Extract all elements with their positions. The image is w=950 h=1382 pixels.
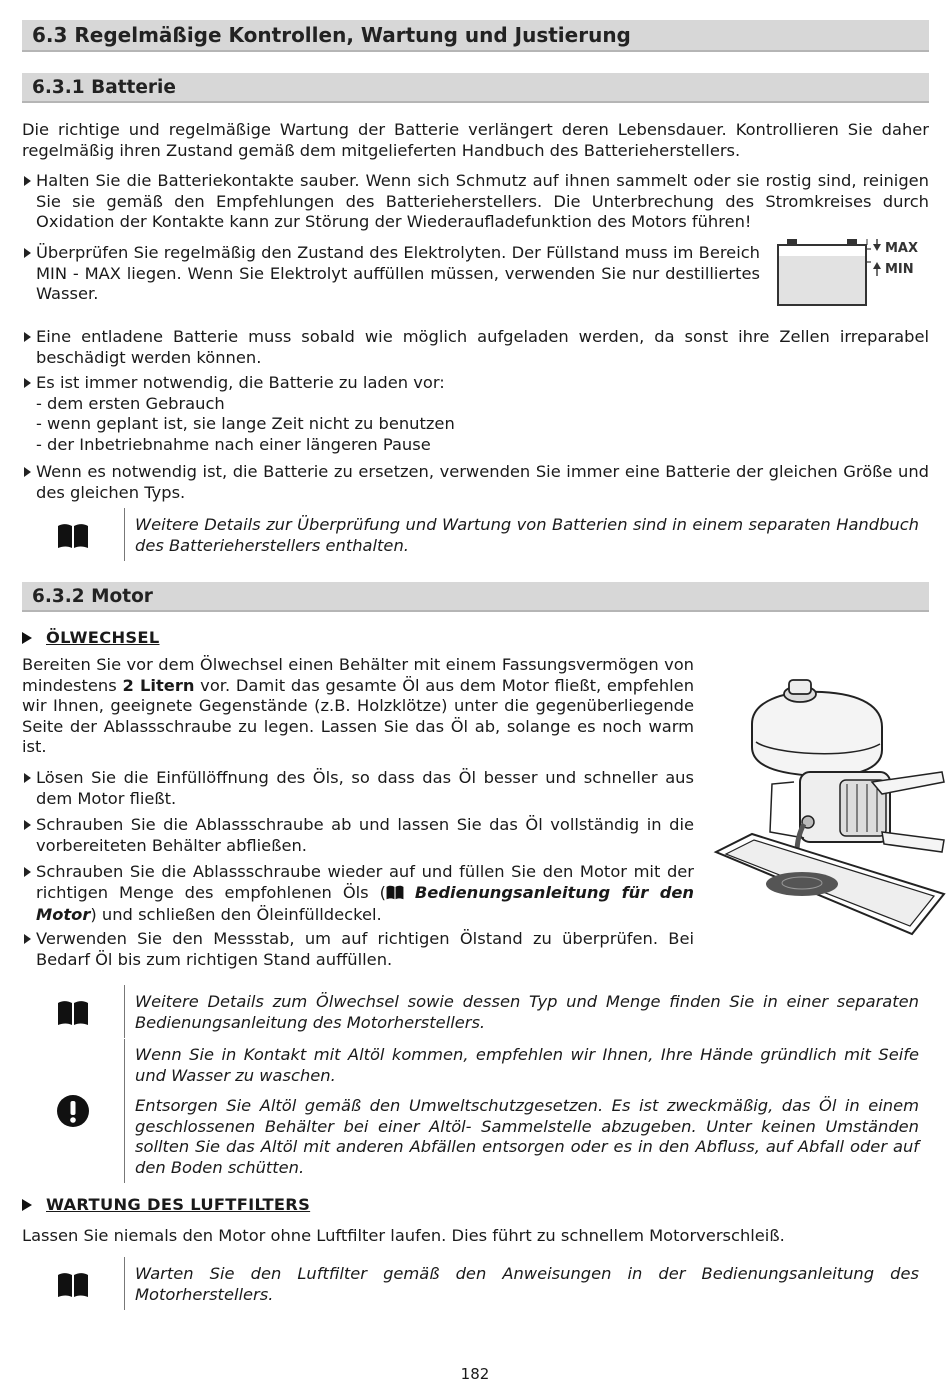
oil-step-2: Schrauben Sie die Ablassschraube ab und lassen Sie das Öl vollständig in die vorbereiteten Behälter abfließen. xyxy=(22,815,694,856)
oil-intro: Bereiten Sie vor dem Ölwechsel einen Behälter mit einem Fassungsvermögen von mindestens 2 Litern vor. Damit das gesamte Öl aus dem Motor fließt, empfehlen wir Ihnen, geeignete Gegenstände (z.B. Holzklötze) unter die gegenüberliegende Seite der Ablassschraube zu legen. Lassen Sie das Öl ab, solange es noch warm ist. xyxy=(22,655,695,757)
oil-note: Weitere Details zum Ölwechsel sowie dessen Typ und Menge finden Sie in einer separaten Bedienungsanleitung des Motorherstellers. xyxy=(124,985,919,1038)
warning-skin-contact: Wenn Sie in Kontakt mit Altöl kommen, empfehlen wir Ihnen, Ihre Hände gründlich mit Seife und Wasser zu waschen. xyxy=(135,1045,919,1085)
triangle-bullet-icon xyxy=(24,176,31,186)
book-icon xyxy=(57,1000,89,1032)
oil-change-label: ÖLWECHSEL xyxy=(22,628,160,649)
triangle-bullet-icon xyxy=(24,773,31,783)
list-item: - der Inbetriebnahme nach einer längeren Pause xyxy=(36,434,431,454)
fig-min-label: MIN xyxy=(885,262,914,277)
oil-step-4: Verwenden Sie den Messstab, um auf richtigen Ölstand zu überprüfen. Bei Bedarf Öl bis zum richtigen Stand auffüllen. xyxy=(22,929,694,970)
list-item: - dem ersten Gebrauch xyxy=(36,393,225,413)
battery-diagram-icon xyxy=(775,236,925,308)
battery-intro: Die richtige und regelmäßige Wartung der Batterie verlängert deren Lebensdauer. Kontrollieren Sie daher regelmäßig ihren Zustand gemäß dem mitgelieferten Handbuch des Batterieherstellers. xyxy=(22,120,929,160)
book-icon xyxy=(57,523,89,555)
oil-step-1: Lösen Sie die Einfüllöffnung des Öls, so dass das Öl besser und schneller aus dem Motor fließt. xyxy=(22,768,694,809)
battery-bullet-contacts: Halten Sie die Batteriekontakte sauber. Wenn sich Schmutz auf ihnen sammelt oder sie rostig sind, reinigen Sie sie gemäß den Empfehlungen des Batterieherstellers. Die Unterbrechung des Stromkreises durch Oxidation der Kontakte kann zur Störung der Wiederaufladefunktion des Motors führen! xyxy=(22,171,929,233)
list-item: - wenn geplant ist, sie lange Zeit nicht zu benutzen xyxy=(36,414,455,434)
warning-disposal: Entsorgen Sie Altöl gemäß den Umweltschutzgesetzen. Es ist zweckmäßig, das Öl in einem geschlossenen Behälter bei einer Altöl- Sammelstelle abzugeben. Unter keinen Umständen sollten Sie das Altöl mit anderen Abfällen entsorgen oder es in den Abfluss, auf Abfall oder auf den Boden schütten. xyxy=(135,1096,919,1177)
air-filter-text: Lassen Sie niemals den Motor ohne Luftfilter laufen. Dies führt zu schnellem Motorverschleiß. xyxy=(22,1226,785,1245)
fig-max-label: MAX xyxy=(885,241,919,256)
triangle-bullet-icon xyxy=(24,867,31,877)
oil-step-3: Schrauben Sie die Ablassschraube wieder auf und füllen Sie den Motor mit der richtigen Menge des empfohlenen Öls ( Bedienungsanleitung für den Motor) und schließen den Öleinfülldeckel. xyxy=(22,862,694,926)
book-icon xyxy=(57,1272,89,1304)
triangle-bullet-icon xyxy=(24,467,31,477)
battery-level-figure xyxy=(775,236,925,308)
air-filter-label: WARTUNG DES LUFTFILTERS xyxy=(22,1195,310,1216)
battery-note: Weitere Details zur Überprüfung und Wartung von Batterien sind in einem separaten Handbuch des Batterieherstellers enthalten. xyxy=(124,508,919,561)
oil-warning xyxy=(124,1039,919,1183)
battery-bullet-replace: Wenn es notwendig ist, die Batterie zu ersetzen, verwenden Sie immer eine Batterie der gleichen Größe und des gleichen Typs. xyxy=(22,462,929,503)
triangle-bullet-icon xyxy=(22,1199,32,1211)
exclamation-icon xyxy=(56,1094,90,1134)
triangle-bullet-icon xyxy=(24,378,31,388)
triangle-bullet-icon xyxy=(24,934,31,944)
air-filter-note: Warten Sie den Luftfilter gemäß den Anweisungen in der Bedienungsanleitung des Motorherstellers. xyxy=(124,1257,919,1310)
motor-heading: 6.3.2 Motor xyxy=(22,582,929,612)
engine-oil-drain-icon xyxy=(712,672,948,950)
battery-bullet-discharged: Eine entladene Batterie muss sobald wie möglich aufgeladen werden, da sonst ihre Zellen irreparabel beschädigt werden können. xyxy=(22,327,929,368)
battery-heading: 6.3.1 Batterie xyxy=(22,73,929,103)
battery-bullet-electrolyte: Überprüfen Sie regelmäßig den Zustand des Elektrolyten. Der Füllstand muss im Bereich MIN - MAX liegen. Wenn Sie Elektrolyt auffüllen müssen, verwenden Sie nur destilliertes Wasser. xyxy=(22,243,760,305)
triangle-bullet-icon xyxy=(22,632,32,644)
triangle-bullet-icon xyxy=(24,332,31,342)
book-icon xyxy=(386,885,404,906)
triangle-bullet-icon xyxy=(24,248,31,258)
oil-drain-illustration xyxy=(712,672,948,950)
page-number: 182 xyxy=(460,1365,490,1382)
battery-bullet-charge: Es ist immer notwendig, die Batterie zu laden vor: - dem ersten Gebrauch - wenn geplant ist, sie lange Zeit nicht zu benutzen - der Inbetriebnahme nach einer längeren Pause xyxy=(22,373,929,455)
section-title: 6.3 Regelmäßige Kontrollen, Wartung und Justierung xyxy=(22,20,929,52)
triangle-bullet-icon xyxy=(24,820,31,830)
